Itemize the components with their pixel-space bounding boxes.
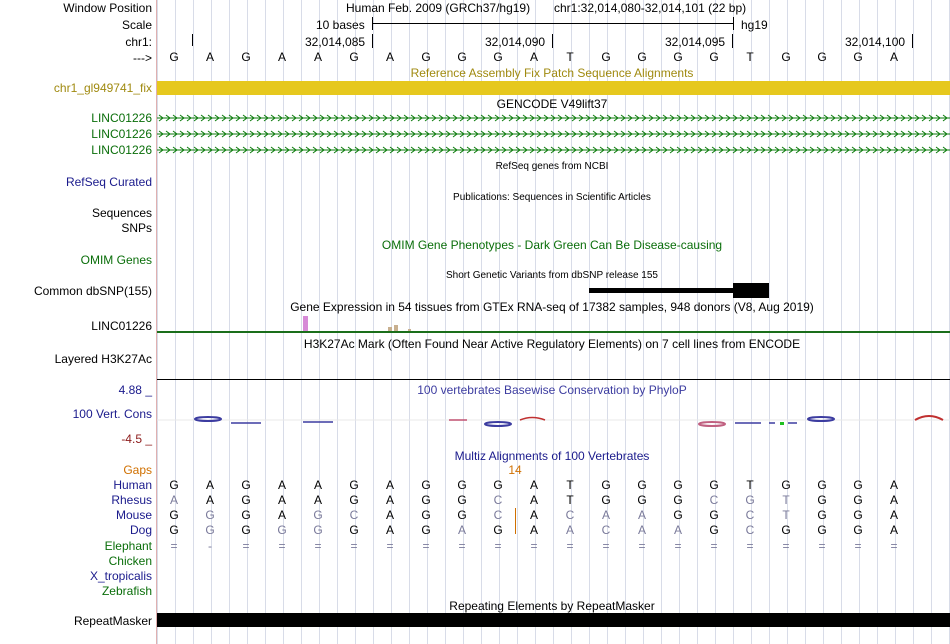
elephant-base: - — [208, 539, 212, 553]
mouse-base: C — [349, 508, 359, 522]
gtex-bar-pink[interactable] — [303, 316, 308, 331]
label-chr: chr1: — [125, 35, 152, 49]
rhesus-base: A — [889, 493, 898, 507]
mouse-base: G — [169, 508, 179, 522]
h3k27ac-baseline — [157, 379, 950, 380]
dbsnp-title: Short Genetic Variants from dbSNP release 155 — [446, 270, 658, 281]
reference-base: G — [169, 50, 179, 64]
gridline — [913, 0, 914, 644]
gridline — [931, 0, 932, 644]
gridline — [733, 0, 734, 644]
rhesus-base: A — [313, 493, 322, 507]
label-100-vert-cons[interactable]: 100 Vert. Cons — [72, 407, 152, 421]
gtex-title: Gene Expression in 54 tissues from GTEx RNA-seq of 17382 samples, 948 donors (V8, Aug 2019) — [290, 300, 814, 314]
publications-title: Publications: Sequences in Scientific Articles — [453, 192, 651, 203]
rhesus-base: G — [637, 493, 647, 507]
gridline — [877, 0, 878, 644]
assembly-name: Human Feb. 2009 (GRCh37/hg19) — [346, 1, 531, 15]
human-base: A — [889, 478, 898, 492]
multiz-title: Multiz Alignments of 100 Vertebrates — [454, 449, 650, 463]
dog-base: A — [565, 523, 574, 537]
ruler-tick-4 — [912, 34, 913, 48]
gridline — [805, 0, 806, 644]
rhesus-base: A — [205, 493, 214, 507]
reference-base: G — [601, 50, 611, 64]
rhesus-base: C — [709, 493, 719, 507]
fix-patch-title: Reference Assembly Fix Patch Sequence Alignments — [410, 66, 694, 80]
human-base: A — [313, 478, 322, 492]
gencode-transcript-1[interactable] — [157, 113, 950, 123]
label-linc01226-2[interactable]: LINC01226 — [91, 127, 152, 141]
gencode-transcript-2[interactable] — [157, 129, 950, 139]
mouse-base: G — [709, 508, 719, 522]
label-elephant[interactable]: Elephant — [104, 539, 152, 553]
rhesus-base: C — [493, 493, 503, 507]
reference-base: A — [277, 50, 286, 64]
human-base: G — [601, 478, 611, 492]
ruler-label-2: 32,014,090 — [485, 35, 546, 49]
gridline — [697, 0, 698, 644]
mouse-base: T — [782, 508, 790, 522]
reference-base: T — [746, 50, 754, 64]
human-base: G — [709, 478, 719, 492]
repeatmasker-title: Repeating Elements by RepeatMasker — [449, 599, 655, 613]
track-image[interactable] — [157, 0, 950, 644]
mouse-base: G — [457, 508, 467, 522]
mouse-base: G — [313, 508, 323, 522]
reference-base: G — [241, 50, 251, 64]
elephant-base: = — [422, 539, 430, 553]
human-base: A — [277, 478, 286, 492]
dog-base: C — [601, 523, 611, 537]
label-scale: Scale — [121, 18, 152, 32]
elephant-base: = — [170, 539, 178, 553]
label-linc01226-3[interactable]: LINC01226 — [91, 143, 152, 157]
mouse-base: A — [529, 508, 538, 522]
gap-insertion-marker[interactable] — [515, 508, 516, 534]
elephant-base: = — [278, 539, 286, 553]
dog-base: A — [673, 523, 682, 537]
ruler-tick-3 — [732, 34, 733, 48]
dog-base: A — [637, 523, 646, 537]
mouse-base: C — [565, 508, 575, 522]
human-base: G — [457, 478, 467, 492]
reference-base: G — [421, 50, 431, 64]
mouse-base: G — [205, 508, 215, 522]
mouse-base: C — [745, 508, 755, 522]
label-gtex-gene[interactable]: LINC01226 — [91, 319, 152, 333]
human-base: A — [205, 478, 214, 492]
elephant-base: = — [638, 539, 646, 553]
dog-base: A — [457, 523, 466, 537]
label-chicken[interactable]: Chicken — [108, 554, 152, 568]
gridline — [301, 0, 302, 644]
ruler-tick-minor — [192, 34, 193, 46]
dog-base: G — [781, 523, 791, 537]
label-cons-min: -4.5 _ — [121, 432, 152, 446]
label-linc01226-1[interactable]: LINC01226 — [91, 111, 152, 125]
phylop-wiggle[interactable] — [157, 410, 950, 432]
mouse-base: G — [241, 508, 251, 522]
human-base: A — [385, 478, 394, 492]
gtex-baseline — [157, 331, 950, 333]
elephant-base: = — [530, 539, 538, 553]
elephant-base: = — [386, 539, 394, 553]
window-coordinates: chr1:32,014,080-32,014,101 (22 bp) — [554, 1, 747, 15]
label-rhesus[interactable]: Rhesus — [111, 493, 152, 507]
scale-db: hg19 — [741, 18, 768, 32]
dbsnp-variant-thick[interactable] — [733, 283, 769, 298]
rhesus-base: T — [566, 493, 574, 507]
rhesus-base: A — [169, 493, 178, 507]
elephant-base: = — [314, 539, 322, 553]
dog-base: G — [277, 523, 287, 537]
gridline — [373, 0, 374, 644]
rhesus-base: A — [277, 493, 286, 507]
human-base: T — [746, 478, 754, 492]
mouse-base: A — [637, 508, 646, 522]
dog-base: G — [421, 523, 431, 537]
reference-base: G — [637, 50, 647, 64]
reference-base: A — [205, 50, 214, 64]
dog-base: A — [889, 523, 898, 537]
reference-base: G — [709, 50, 719, 64]
rhesus-base: G — [673, 493, 683, 507]
gencode-transcript-3[interactable] — [157, 145, 950, 155]
label-repeatmasker[interactable]: RepeatMasker — [73, 614, 152, 628]
label-snps[interactable]: SNPs — [121, 221, 152, 235]
reference-base: G — [349, 50, 359, 64]
reference-base: A — [313, 50, 322, 64]
label-zebrafish[interactable]: Zebrafish — [101, 584, 152, 598]
reference-base: A — [385, 50, 394, 64]
refseq-title: RefSeq genes from NCBI — [495, 161, 609, 172]
gridline — [769, 0, 770, 644]
scale-text: 10 bases — [316, 18, 365, 32]
label-human[interactable]: Human — [113, 478, 152, 492]
omim-title: OMIM Gene Phenotypes - Dark Green Can Be Disease-causing — [381, 238, 723, 252]
dog-base: G — [853, 523, 863, 537]
dog-base: G — [313, 523, 323, 537]
label-layered-h3k27ac[interactable]: Layered H3K27Ac — [54, 352, 152, 366]
track-labels — [0, 0, 156, 644]
gridline — [229, 0, 230, 644]
mouse-base: G — [421, 508, 431, 522]
label-common-dbsnp[interactable]: Common dbSNP(155) — [33, 284, 152, 298]
mouse-base: G — [817, 508, 827, 522]
human-base: G — [673, 478, 683, 492]
h3k27ac-title: H3K27Ac Mark (Often Found Near Active Regulatory Elements) on 7 cell lines from ENCODE — [303, 337, 801, 351]
label-refseq-curated[interactable]: RefSeq Curated — [65, 175, 152, 189]
rhesus-base: A — [529, 493, 538, 507]
elephant-base: = — [818, 539, 826, 553]
human-base: G — [817, 478, 827, 492]
elephant-base: = — [890, 539, 898, 553]
gap-count[interactable]: 14 — [508, 463, 522, 477]
gridline — [337, 0, 338, 644]
label-strand-arrow[interactable]: ---> — [133, 51, 152, 65]
dog-base: A — [529, 523, 538, 537]
rhesus-base: G — [241, 493, 251, 507]
reference-base: G — [853, 50, 863, 64]
gridline — [625, 0, 626, 644]
elephant-base: = — [494, 539, 502, 553]
elephant-base: = — [350, 539, 358, 553]
rhesus-base: T — [782, 493, 790, 507]
dog-base: A — [385, 523, 394, 537]
reference-base: G — [781, 50, 791, 64]
elephant-base: = — [674, 539, 682, 553]
rhesus-base: G — [745, 493, 755, 507]
gridline — [661, 0, 662, 644]
rhesus-base: A — [385, 493, 394, 507]
dog-base: G — [817, 523, 827, 537]
reference-base: T — [566, 50, 574, 64]
phylop-title: 100 vertebrates Basewise Conservation by PhyloP — [417, 383, 687, 397]
mouse-base: C — [493, 508, 503, 522]
elephant-base: = — [602, 539, 610, 553]
label-cons-max: 4.88 _ — [118, 383, 152, 397]
elephant-base: = — [710, 539, 718, 553]
dog-base: G — [205, 523, 215, 537]
dog-base: G — [709, 523, 719, 537]
dog-base: G — [349, 523, 359, 537]
rhesus-base: G — [421, 493, 431, 507]
scale-bar — [372, 23, 733, 24]
reference-base: A — [529, 50, 538, 64]
rhesus-base: G — [457, 493, 467, 507]
human-base: G — [493, 478, 503, 492]
elephant-base: = — [458, 539, 466, 553]
gridline — [409, 0, 410, 644]
dog-base: G — [241, 523, 251, 537]
elephant-base: = — [242, 539, 250, 553]
gridline — [193, 0, 194, 644]
rhesus-base: G — [601, 493, 611, 507]
gridline — [841, 0, 842, 644]
label-window-position: Window Position — [63, 1, 152, 15]
dog-base: G — [493, 523, 503, 537]
gridline — [157, 0, 158, 644]
elephant-base: = — [566, 539, 574, 553]
mouse-base: A — [385, 508, 394, 522]
human-base: G — [241, 478, 251, 492]
ruler-label-3: 32,014,095 — [665, 35, 726, 49]
mouse-base: A — [889, 508, 898, 522]
gridline — [265, 0, 266, 644]
label-sequences[interactable]: Sequences — [91, 206, 152, 220]
gridline — [445, 0, 446, 644]
label-mouse[interactable]: Mouse — [115, 508, 152, 522]
human-base: G — [853, 478, 863, 492]
mouse-base: A — [601, 508, 610, 522]
dog-base: C — [745, 523, 755, 537]
reference-base: G — [457, 50, 467, 64]
reference-base: A — [889, 50, 898, 64]
elephant-base: = — [854, 539, 862, 553]
repeatmasker-element[interactable] — [157, 613, 950, 627]
human-base: T — [566, 478, 574, 492]
label-gaps[interactable]: Gaps — [123, 463, 152, 477]
rhesus-base: G — [817, 493, 827, 507]
scale-bar-right — [733, 17, 734, 30]
reference-base: G — [817, 50, 827, 64]
label-omim-genes[interactable]: OMIM Genes — [80, 253, 152, 267]
reference-base: G — [493, 50, 503, 64]
elephant-base: = — [782, 539, 790, 553]
gridline — [481, 0, 482, 644]
ruler-label-1: 32,014,085 — [305, 35, 366, 49]
fix-patch-alignment-bar[interactable] — [157, 81, 950, 95]
rhesus-base: G — [349, 493, 359, 507]
human-base: A — [529, 478, 538, 492]
ruler-tick-1 — [372, 34, 373, 48]
human-base: G — [421, 478, 431, 492]
dbsnp-variant-thin[interactable] — [589, 288, 733, 293]
gencode-title: GENCODE V49lift37 — [496, 97, 608, 111]
mouse-base: G — [853, 508, 863, 522]
human-base: G — [781, 478, 791, 492]
label-x-tropicalis[interactable]: X_tropicalis — [89, 569, 152, 583]
reference-base: G — [673, 50, 683, 64]
human-base: G — [349, 478, 359, 492]
ruler-label-4: 32,014,100 — [845, 35, 906, 49]
mouse-base: A — [277, 508, 286, 522]
elephant-base: = — [746, 539, 754, 553]
ruler-tick-2 — [552, 34, 553, 48]
label-fix-patch[interactable]: chr1_gl949741_fix — [53, 81, 152, 95]
mouse-base: G — [673, 508, 683, 522]
human-base: G — [169, 478, 179, 492]
dog-base: G — [169, 523, 179, 537]
human-base: G — [637, 478, 647, 492]
rhesus-base: G — [853, 493, 863, 507]
label-dog[interactable]: Dog — [129, 523, 152, 537]
